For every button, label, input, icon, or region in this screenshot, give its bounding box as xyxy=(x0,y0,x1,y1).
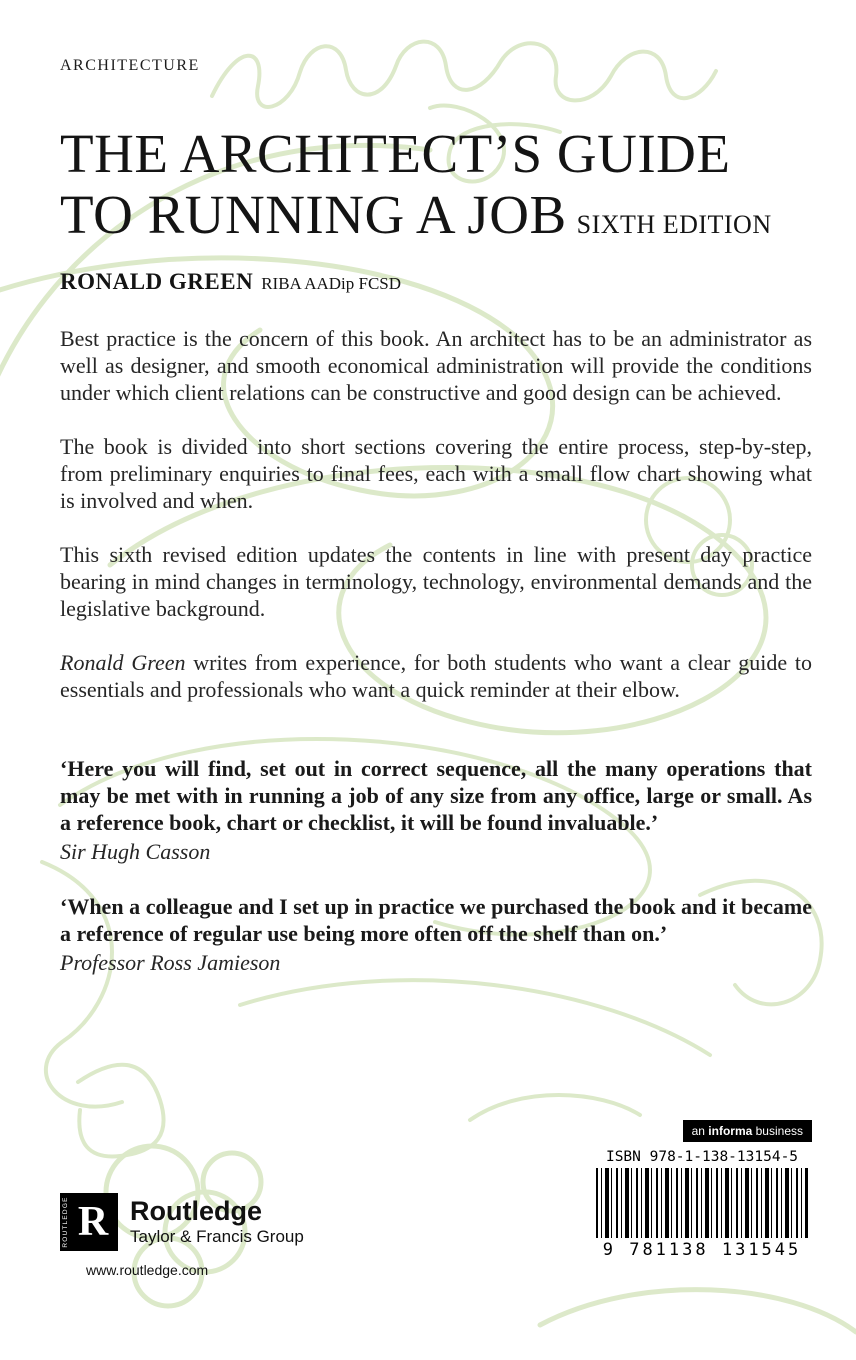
blurb-paragraph-2: The book is divided into short sections covering the entire process, step-by-step, from preliminary enquiries to final fees, each with a small flow chart showing what is involved and when. xyxy=(60,434,812,513)
review-quote-1-attribution: Sir Hugh Casson xyxy=(60,839,211,864)
blurb-paragraph-4-rest: writes from experience, for both students who want a clear guide to essentials and professionals who want a quick reminder at their elbow. xyxy=(60,650,812,702)
barcode-bars xyxy=(596,1168,808,1238)
publisher-names xyxy=(130,1196,304,1247)
author-name-italic: Ronald Green xyxy=(60,650,186,675)
review-quote-2-text: ‘When a colleague and I set up in practice we purchased the book and it became a reference of regular use being more often off the shelf than on.’ xyxy=(60,894,812,946)
category-label: ARCHITECTURE xyxy=(60,57,200,74)
review-quote-1-text: ‘Here you will find, set out in correct sequence, all the many operations that may be met with in running a job of any size from any office, large or small. As a reference book, chart or checklist, it will be found invaluable.’ xyxy=(60,756,812,835)
blurb-paragraph-3: This sixth revised edition updates the contents in line with present day practice bearing in mind changes in terminology, technology, environmental demands and the legislative background. xyxy=(60,542,812,621)
book-title xyxy=(60,123,812,255)
blurb-paragraph-4 xyxy=(60,649,812,703)
routledge-logo-vertical-text: ROUTLEDGE xyxy=(62,1196,69,1248)
author-credentials: RIBA AADip FCSD xyxy=(261,274,402,293)
review-quote-2 xyxy=(60,893,812,976)
review-quote-1 xyxy=(60,755,812,865)
informa-business-badge xyxy=(683,1120,812,1142)
isbn-label: ISBN 978-1-138-13154-5 xyxy=(605,1149,799,1165)
blurb-paragraph-1: Best practice is the concern of this book. An architect has to be an administrator as well as designer, and smooth economical administration will provide the conditions under which client relations can be constructive and good design can be achieved. xyxy=(60,326,812,405)
review-quote-2-attribution: Professor Ross Jamieson xyxy=(60,950,281,975)
routledge-logo-letter: R xyxy=(77,1199,109,1245)
author-name: RONALD GREEN xyxy=(60,269,254,294)
informa-brand: informa xyxy=(708,1124,753,1138)
informa-prefix: an xyxy=(691,1124,709,1138)
cover-text-content xyxy=(60,0,812,976)
publisher-group-name: Taylor & Francis Group xyxy=(130,1227,304,1247)
publisher-website: www.routledge.com xyxy=(86,1262,209,1278)
publisher-logo-row xyxy=(60,1193,304,1251)
isbn-barcode xyxy=(590,1144,814,1268)
title-line-1: THE ARCHITECT’S GUIDE xyxy=(60,123,731,184)
publisher-name: Routledge xyxy=(130,1196,262,1227)
author-line xyxy=(60,269,812,295)
publisher-block xyxy=(60,1193,304,1278)
title-line-2: TO RUNNING A JOB SIXTH EDITION xyxy=(60,184,772,245)
informa-suffix: business xyxy=(752,1124,803,1138)
edition-label: SIXTH EDITION xyxy=(576,210,772,239)
barcode-number: 9 781138 131545 xyxy=(602,1240,802,1260)
routledge-logo xyxy=(60,1193,118,1251)
